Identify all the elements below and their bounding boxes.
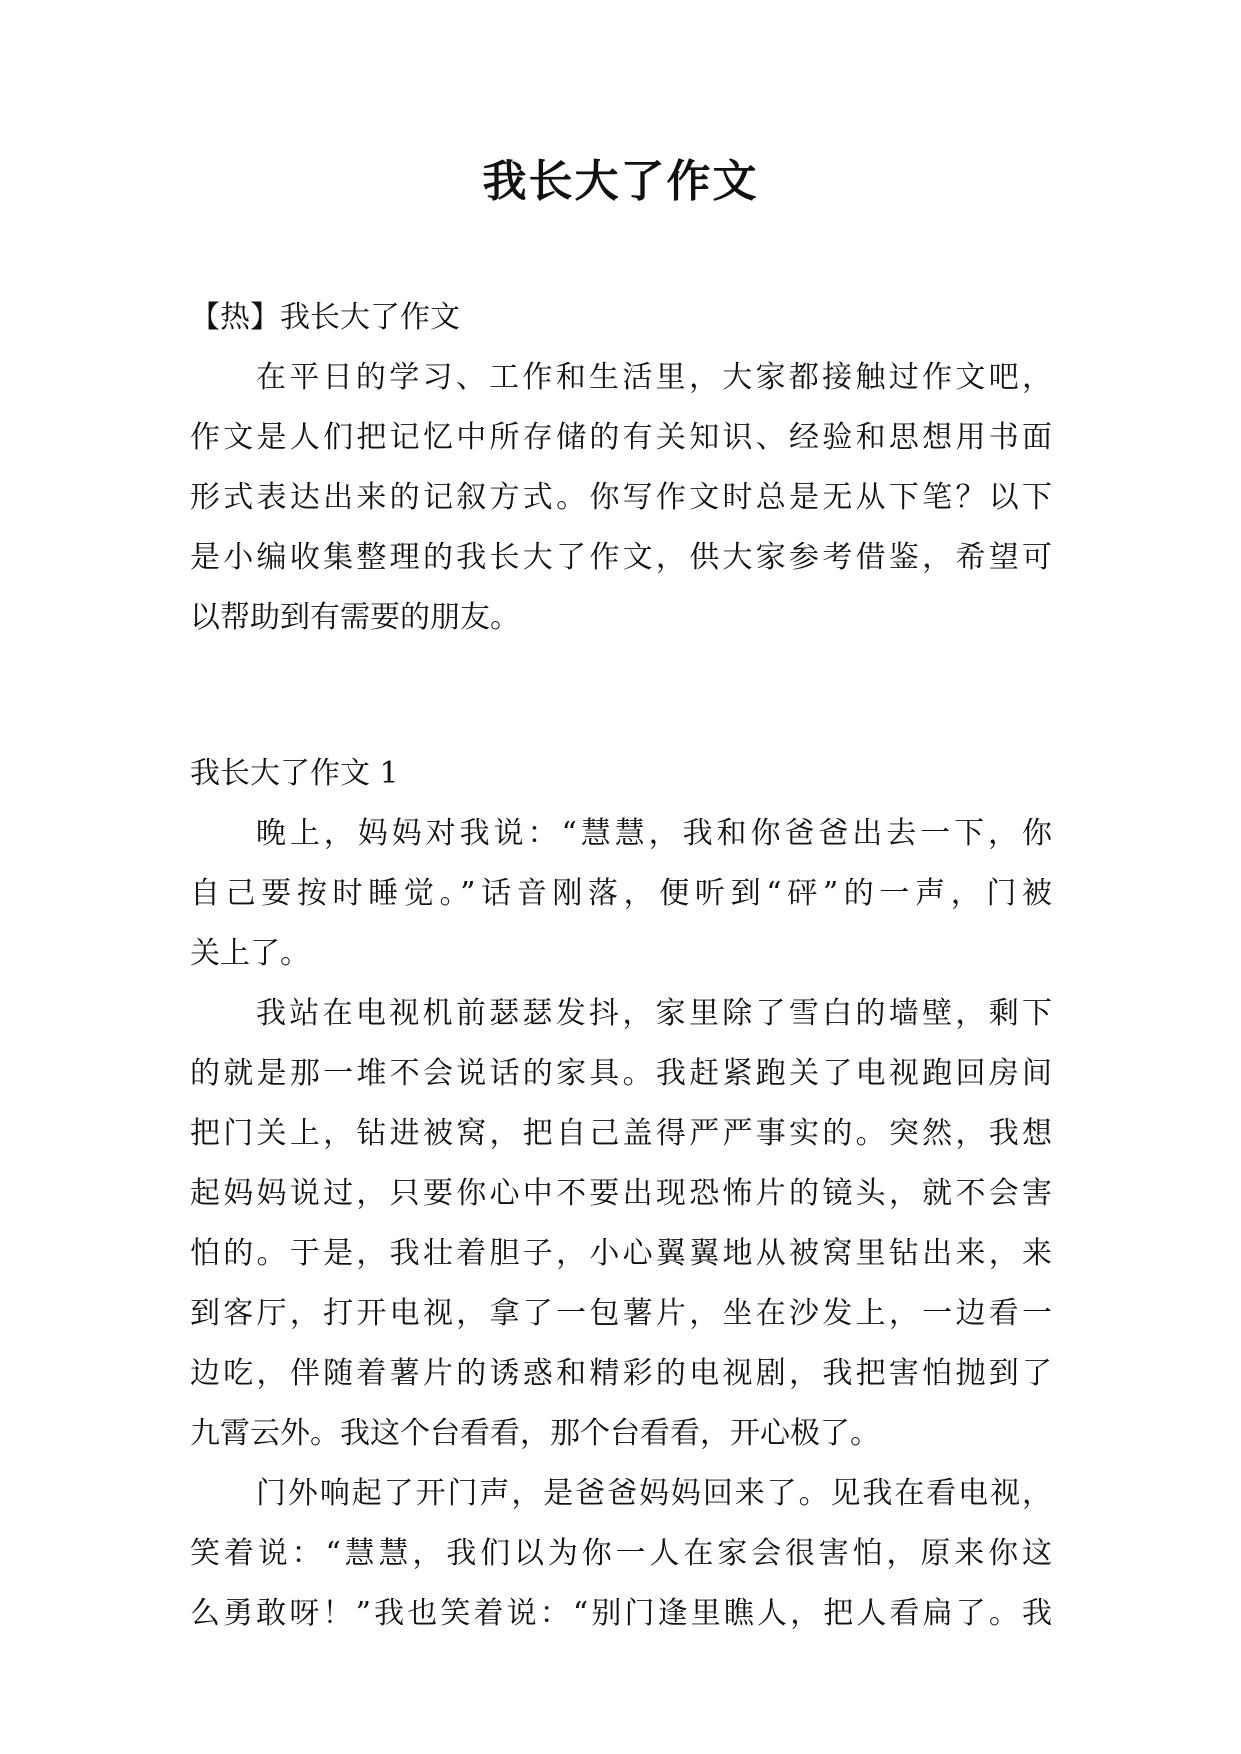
- text-line: 起妈妈说过，只要你心中不要出现恐怖片的镜头，就不会害: [190, 1176, 1052, 1211]
- text-line: 门外响起了开门声，是爸爸妈妈回来了。见我在看电视，: [256, 1476, 1052, 1511]
- text-line: 怕的。于是，我壮着胆子，小心翼翼地从被窝里钻出来，来: [190, 1236, 1052, 1271]
- text-line: 作文是人们把记忆中所存储的有关知识、经验和思想用书面: [190, 420, 1052, 455]
- text-line: 的就是那一堆不会说话的家具。我赶紧跑关了电视跑回房间: [190, 1056, 1052, 1091]
- intro-paragraph: [190, 348, 1052, 648]
- text-line: 么勇敢呀！”我也笑着说：“别门逢里瞧人，把人看扁了。我: [190, 1596, 1052, 1631]
- document-heading: 【热】我长大了作文: [190, 300, 460, 335]
- text-line: 自己要按时睡觉。”话音刚落，便听到“砰”的一声，门被: [190, 876, 1052, 911]
- text-line: 笑着说：“慧慧，我们以为你一人在家会很害怕，原来你这: [190, 1536, 1052, 1571]
- document-title: 我长大了作文: [482, 156, 759, 207]
- text-line: 我站在电视机前瑟瑟发抖，家里除了雪白的墙壁，剩下: [256, 996, 1052, 1031]
- text-line: 边吃，伴随着薯片的诱惑和精彩的电视剧，我把害怕抛到了: [190, 1356, 1052, 1391]
- text-line: 把门关上，钻进被窝，把自己盖得严严事实的。突然，我想: [190, 1116, 1052, 1151]
- section-title: 我长大了作文 1: [190, 756, 399, 791]
- text-line: 到客厅，打开电视，拿了一包薯片，坐在沙发上，一边看一: [190, 1296, 1052, 1331]
- text-line: 在平日的学习、工作和生活里，大家都接触过作文吧，: [256, 360, 1052, 395]
- section-spacer: [190, 648, 1052, 744]
- essay-paragraph-1: [190, 804, 1052, 984]
- text-line: 是小编收集整理的我长大了作文，供大家参考借鉴，希望可: [190, 540, 1052, 575]
- text-line: 形式表达出来的记叙方式。你写作文时总是无从下笔？以下: [190, 480, 1052, 515]
- essay-paragraph-3: [190, 1464, 1052, 1644]
- essay-paragraph-2: [190, 984, 1052, 1464]
- text-line: 九霄云外。我这个台看看，那个台看看，开心极了。: [190, 1416, 880, 1451]
- text-line: 关上了。: [190, 936, 310, 971]
- text-line: 晚上，妈妈对我说：“慧慧，我和你爸爸出去一下，你: [256, 816, 1052, 851]
- document-body: [190, 288, 1052, 1644]
- text-line: 以帮助到有需要的朋友。: [190, 600, 520, 635]
